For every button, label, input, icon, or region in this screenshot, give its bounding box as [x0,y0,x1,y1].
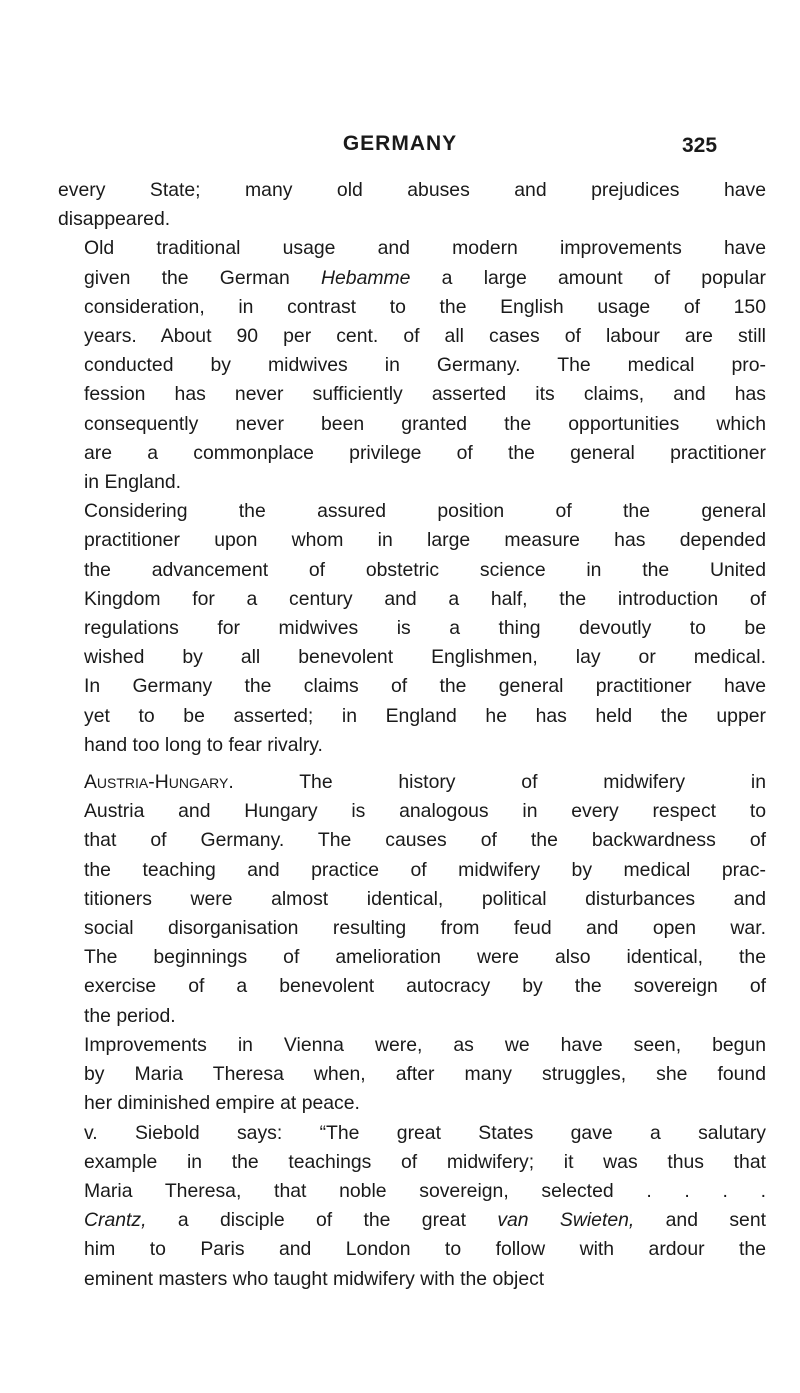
body-text [58,176,766,1294]
line-text: example in the teachings of midwifery; it was thus that [84,1150,766,1173]
text-line [58,1148,766,1177]
line-text: conducted by midwives in Germany. The medical pro- [84,354,766,377]
line-text: consideration, in contrast to the English usage of 150 [84,295,766,318]
text-line [58,351,766,380]
text-line [58,1206,766,1235]
text-line [58,468,766,497]
line-text: years. About 90 per cent. of all cases of labour are still [84,325,766,348]
line-text: practitioner upon whom in large measure has depended [84,529,766,552]
line-text: yet to be asserted; in England he has held the upper [84,704,766,727]
italic-term: Crantz, [84,1209,147,1232]
text-line [58,585,766,614]
text-line [58,856,766,885]
line-text: Considering the assured position of the general [84,500,766,523]
text-line [58,322,766,351]
line-text: disappeared. [58,208,171,231]
text-line [58,1177,766,1206]
text-line [58,1002,766,1031]
line-text: him to Paris and London to follow with ardour the [84,1238,766,1261]
paragraph-p1 [58,176,766,234]
running-head [0,132,800,164]
paragraph-p4 [58,768,766,1031]
line-text: are a commonplace privilege of the general practitioner [84,441,766,464]
text-line [58,731,766,760]
text-line [58,614,766,643]
line-text: consequently never been granted the opportunities which [84,412,766,435]
line-text: v. Siebold says: “The great States gave a salutary [84,1121,766,1144]
text-line [58,410,766,439]
line-text: hand too long to fear rivalry. [84,733,323,756]
line-text: social disorganisation resulting from feud and open war. [84,917,766,940]
line-text: Maria Theresa, that noble sovereign, selected . . . . [84,1179,766,1202]
line-text: titioners were almost identical, political disturbances and [84,887,766,910]
italic-term: van Swieten, [497,1209,635,1232]
line-text: fession has never sufficiently asserted its claims, and has [84,383,766,406]
text-line [58,672,766,701]
text-line [58,885,766,914]
paragraph-p3 [58,497,766,760]
text-line [58,702,766,731]
text-line [58,1235,766,1264]
text-line [58,768,766,797]
text-line [58,264,766,293]
text-line [58,234,766,263]
text-line [58,526,766,555]
text-line [58,439,766,468]
text-line [58,497,766,526]
text-line [58,943,766,972]
section-lead: Austria-Hungary. [84,771,234,794]
line-text: wished by all benevolent Englishmen, lay or medical. [84,646,766,669]
line-text: eminent masters who taught midwifery with the object [84,1267,545,1290]
text-line [58,1031,766,1060]
line-text: Old traditional usage and modern improvements have [84,237,766,260]
text-line [58,826,766,855]
text-line [58,176,766,205]
running-title: GERMANY [342,132,458,155]
paragraph-p2 [58,234,766,497]
line-text: the advancement of obstetric science in the United [84,558,766,581]
line-text: regulations for midwives is a thing devoutly to be [84,617,766,640]
line-text: in England. [84,471,182,494]
line-text: the period. [84,1004,176,1027]
line-text: and sent [634,1209,766,1232]
line-text: the teaching and practice of midwifery by medical prac- [84,858,766,881]
paragraph-p6 [58,1119,766,1294]
line-text: by Maria Theresa when, after many struggles, she found [84,1063,766,1086]
text-line [58,293,766,322]
line-text: Kingdom for a century and a half, the introduction of [84,587,766,610]
text-line [58,556,766,585]
line-text: a large amount of popular [410,266,766,289]
text-line [58,1265,766,1294]
text-line [58,380,766,409]
line-text: Austria and Hungary is analogous in every respect to [84,800,766,823]
page-number: 325 [682,134,718,157]
text-line [58,205,766,234]
line-text: The beginnings of amelioration were also identical, the [84,946,766,969]
text-line [58,1119,766,1148]
line-text: her diminished empire at peace. [84,1092,360,1115]
paragraph-p5 [58,1031,766,1119]
text-line [58,972,766,1001]
text-line [58,643,766,672]
line-text: given the German [84,266,322,289]
line-text: a disciple of the great [146,1209,498,1232]
line-text: The history of midwifery in [233,771,766,794]
line-text: In Germany the claims of the general practitioner have [84,675,766,698]
line-text: exercise of a benevolent autocracy by the sovereign of [84,975,766,998]
text-line [58,797,766,826]
line-text: Improvements in Vienna were, as we have seen, begun [84,1033,766,1056]
line-text: every State; many old abuses and prejudices have [58,179,766,201]
text-line [58,1060,766,1089]
italic-term: Hebamme [321,266,411,289]
text-line [58,1089,766,1118]
line-text: that of Germany. The causes of the backwardness of [84,829,766,852]
text-line [58,914,766,943]
